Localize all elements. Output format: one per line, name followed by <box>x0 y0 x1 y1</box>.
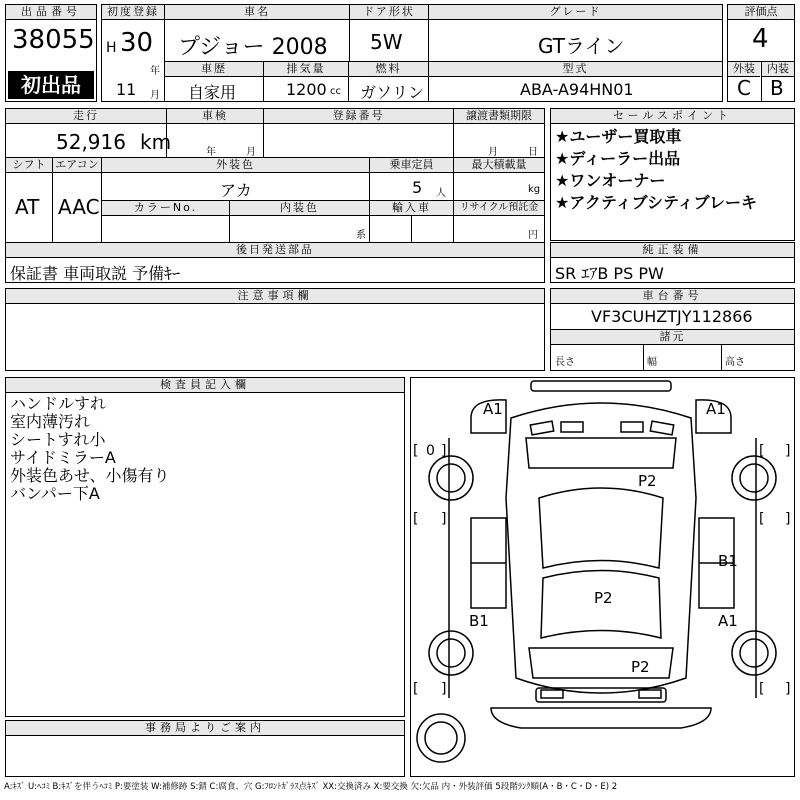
insp-year-unit: 年 <box>206 147 216 158</box>
footer-legend: A:ｷｽﾞ U:ﾍｺﾐ B:ｷｽﾞを伴うﾍｺﾐ P:要塗装 W:補修跡 S:錆 C:腐食、穴 G:ﾌﾛﾝﾄｶﾞﾗｽ点ｷｽﾞ XX:交換済み X:要交換 欠:欠品 内・外装評価 5段階ﾗﾝｸ順(A・B・C・D・E) 2 <box>4 782 618 792</box>
height-label: 高さ <box>725 357 745 368</box>
later-parts: 保証書 車両取説 予備ｷｰ <box>10 264 181 283</box>
lot-number-label: 出品番号 <box>6 5 96 20</box>
ac: AAC <box>58 195 100 219</box>
svg-text:[: [ <box>759 511 765 527</box>
exterior-label: 外装 <box>728 62 760 77</box>
int-color-unit: 系 <box>356 230 366 241</box>
first-reg-label: 初度登録 <box>102 5 164 20</box>
recycle-label: リサイクル預託金 <box>454 201 544 216</box>
era: H <box>106 40 117 56</box>
fuel-label: 燃料 <box>349 62 428 77</box>
sales-points-label: セールスポイント <box>551 109 794 124</box>
svg-text:]: ] <box>441 443 447 459</box>
sales-point-item: ★アクティブシティブレーキ <box>555 193 758 212</box>
equipment-box <box>550 242 795 283</box>
capacity-unit: 人 <box>436 188 446 199</box>
first-reg-month: 11 <box>116 80 137 99</box>
equipment-label: 純正装備 <box>551 243 794 258</box>
office-info-box <box>5 720 405 777</box>
grade: GTライン <box>538 34 625 58</box>
model: ABA-A94HN01 <box>520 80 634 99</box>
color-label: 外装色 <box>102 158 369 173</box>
capacity-label: 乗車定員 <box>370 158 453 173</box>
mileage: 52,916 <box>56 130 126 154</box>
later-parts-label: 後日発送部品 <box>6 243 544 258</box>
load-label: 最大積載量 <box>454 158 544 173</box>
inspector-notes-label: 検査員記入欄 <box>6 378 404 393</box>
model-label: 型式 <box>429 62 722 77</box>
damage-mark: A1 <box>483 400 503 418</box>
chassis-number: VF3CUHZTJY112866 <box>591 307 753 326</box>
mileage-label: 走行 <box>6 109 166 124</box>
svg-text:[: [ <box>413 443 419 459</box>
inspector-note: シートすれ小 <box>10 430 106 449</box>
exterior-color: アカ <box>220 181 252 200</box>
exterior-grade: C <box>737 76 751 100</box>
score: 4 <box>752 24 769 54</box>
damage-diagram-box <box>410 377 795 777</box>
history: 自家用 <box>188 83 237 102</box>
svg-text:[: [ <box>413 511 419 527</box>
svg-text:[: [ <box>413 681 419 697</box>
car-name-label: 車名 <box>165 5 349 20</box>
sales-point-item: ★ディーラー出品 <box>555 149 681 168</box>
chassis-label: 車台番号 <box>551 289 794 304</box>
svg-text:]: ] <box>785 681 791 697</box>
width-label: 幅 <box>647 357 657 368</box>
grade-label: グレード <box>429 5 722 20</box>
svg-text:[: [ <box>759 443 765 459</box>
car-name: プジョー 2008 <box>178 35 328 60</box>
lot-number-box <box>5 4 97 102</box>
damage-mark: P2 <box>594 589 613 607</box>
svg-text:]: ] <box>785 511 791 527</box>
first-listing-badge: 初出品 <box>8 71 94 99</box>
svg-text:[: [ <box>759 681 765 697</box>
displacement: 1200 <box>286 80 327 99</box>
shift: AT <box>15 195 40 219</box>
import-label: 輸入車 <box>370 201 453 216</box>
inspector-note: 外装色あせ、小傷有り <box>10 466 170 485</box>
capacity: 5 <box>412 178 423 197</box>
caution-notes-label: 注意事項欄 <box>6 289 544 304</box>
interior-label: 内装 <box>762 62 794 77</box>
displacement-label: 排気量 <box>264 62 348 77</box>
lot-number: 38055 <box>12 25 95 55</box>
sales-point-item: ★ユーザー買取車 <box>555 127 682 146</box>
inspector-note: サイドミラーA <box>10 448 116 467</box>
shift-label: シフト <box>6 158 52 173</box>
history-label: 車歴 <box>165 62 263 77</box>
inspector-notes-box <box>5 377 405 717</box>
first-reg-year: 30 <box>120 28 154 58</box>
inspection-label: 車検 <box>167 109 263 124</box>
inspector-note: 室内薄汚れ <box>10 412 91 431</box>
damage-mark: 0 <box>426 443 435 459</box>
damage-mark: P2 <box>631 658 650 676</box>
equipment-value: SR ｴｱB PS PW <box>555 264 664 283</box>
interior-grade: B <box>770 76 784 100</box>
recycle-unit: 円 <box>528 230 538 241</box>
month-unit: 月 <box>150 90 160 101</box>
length-label: 長さ <box>555 357 575 368</box>
score-label: 評価点 <box>728 5 794 20</box>
displacement-unit: cc <box>330 86 341 97</box>
door-type: 5W <box>370 30 403 54</box>
transfer-day-unit: 日 <box>528 147 538 158</box>
chassis-box <box>550 288 795 371</box>
damage-mark: P2 <box>638 472 657 490</box>
svg-text:]: ] <box>441 511 447 527</box>
fuel: ガソリン <box>360 83 425 102</box>
load-unit: kg <box>528 184 541 195</box>
transfer-label: 譲渡書類期限 <box>454 109 544 124</box>
sales-points-box <box>550 108 795 241</box>
transfer-month-unit: 月 <box>488 147 498 158</box>
ac-label: エアコン <box>53 158 101 173</box>
sales-point-item: ★ワンオーナー <box>555 171 666 190</box>
damage-mark: A1 <box>718 612 738 630</box>
int-color-label: 内装色 <box>230 201 369 216</box>
door-label: ドア形状 <box>350 5 428 20</box>
dims-label: 諸元 <box>551 330 794 345</box>
damage-mark: B1 <box>718 552 738 570</box>
inspector-note: ハンドルすれ <box>10 394 107 413</box>
damage-mark: A1 <box>706 400 726 418</box>
inspector-note: バンパー下A <box>10 484 100 503</box>
caution-notes-box <box>5 288 545 371</box>
svg-text:]: ] <box>785 443 791 459</box>
svg-text:]: ] <box>441 681 447 697</box>
mileage-unit: km <box>140 130 172 154</box>
car-damage-diagram <box>411 378 794 776</box>
color-no-label: カラーNo. <box>102 201 229 216</box>
year-unit: 年 <box>150 66 160 77</box>
reg-no-label: 登録番号 <box>264 109 453 124</box>
insp-month-unit: 月 <box>246 147 256 158</box>
damage-mark: B1 <box>469 612 489 630</box>
office-info-label: 事務局よりご案内 <box>6 721 404 736</box>
